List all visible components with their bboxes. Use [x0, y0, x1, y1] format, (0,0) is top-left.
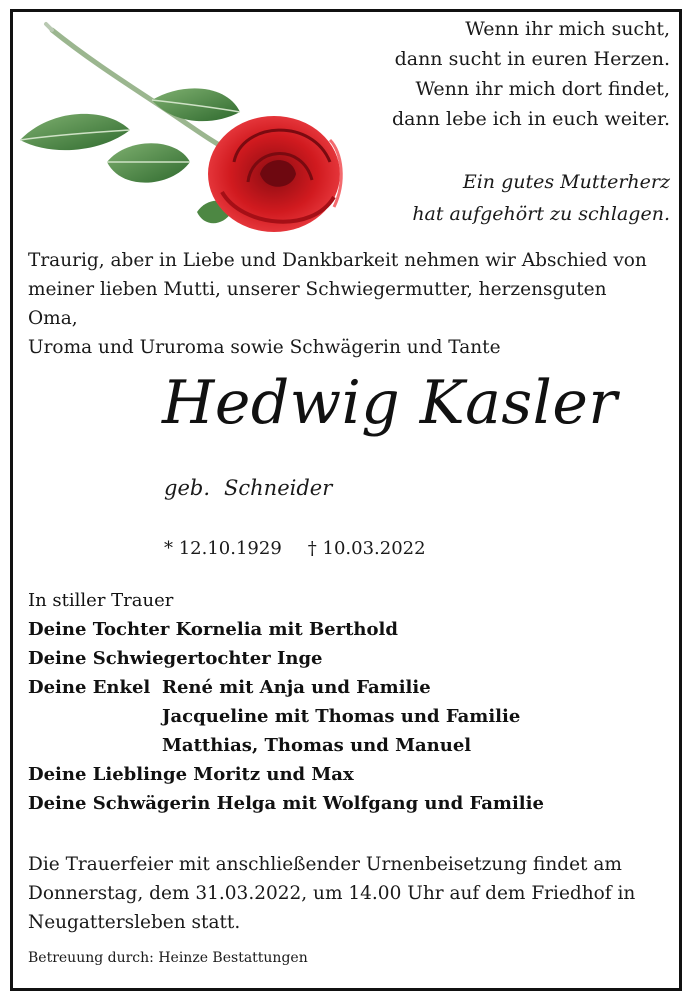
grandchild-entry: Matthias, Thomas und Manuel [162, 735, 472, 756]
poem-line: dann sucht in euren Herzen. [394, 48, 670, 70]
motto-line: hat aufgehört zu schlagen. [412, 203, 670, 225]
birth-date: * 12.10.1929 [164, 538, 282, 559]
undertaker-credit: Betreuung durch: Heinze Bestattungen [28, 950, 308, 966]
service-line: Die Trauerfeier mit anschließender Urnenbeisetzung findet am [28, 854, 622, 875]
red-rose-image [12, 12, 362, 252]
intro-text [28, 246, 658, 362]
maiden-name [164, 476, 332, 500]
motto-line: Ein gutes Mutterherz [462, 171, 670, 193]
mourner-sister-in-law: Deine Schwägerin Helga mit Wolfgang und Familie [28, 793, 544, 814]
poem-line: dann lebe ich in euch weiter. [391, 108, 670, 130]
maiden-surname: Schneider [224, 476, 333, 500]
service-line: Donnerstag, dem 31.03.2022, um 14.00 Uhr auf dem Friedhof in [28, 883, 636, 904]
intro-line: Traurig, aber in Liebe und Dankbarkeit nehmen wir Abschied von [28, 250, 647, 271]
grandchild-entry: René mit Anja und Familie [162, 677, 431, 698]
mourner-daughter-in-law: Deine Schwiegertochter Inge [28, 648, 323, 669]
death-date: † 10.03.2022 [307, 538, 426, 559]
intro-line: Uroma und Ururoma sowie Schwägerin und Tante [28, 337, 501, 358]
service-line: Neugattersleben statt. [28, 912, 241, 933]
grandchild-entry: Jacqueline mit Thomas und Familie [162, 706, 521, 727]
poem-line: Wenn ihr mich dort findet, [415, 78, 670, 100]
grandchildren-label: Deine Enkel [28, 677, 151, 698]
deceased-name: Hedwig Kasler [162, 368, 618, 438]
mourner-daughter: Deine Tochter Kornelia mit Berthold [28, 619, 398, 640]
mourner-grandchildren-row [28, 673, 668, 702]
mourner-darlings: Deine Lieblinge Moritz und Max [28, 764, 354, 785]
funeral-service-info [28, 850, 658, 937]
life-dates [164, 538, 426, 559]
poem [350, 14, 670, 134]
mourners-list [28, 586, 668, 818]
maiden-prefix: geb. [164, 476, 210, 500]
mourners-heading: In stiller Trauer [28, 590, 174, 611]
poem-line: Wenn ihr mich sucht, [465, 18, 670, 40]
motto [350, 166, 670, 230]
intro-line: meiner lieben Mutti, unserer Schwiegermutter, herzensguten Oma, [28, 279, 607, 329]
